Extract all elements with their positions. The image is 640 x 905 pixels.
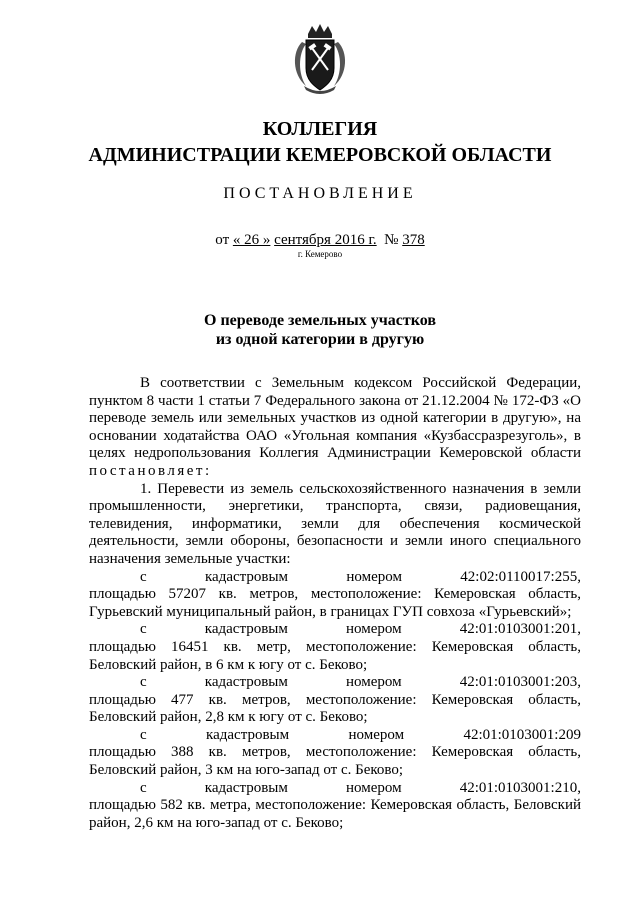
plot-entry: с кадастровым номером 42:01:0103001:209 площадью 388 кв. метров, местоположение: Кемеровская область, Беловский район, 3 км на юго-запад от с. Беково;: [89, 726, 581, 779]
plot-entry: с кадастровым номером 42:01:0103001:201, площадью 16451 кв. метр, местоположение: Кемеровская область, Беловский район, в 6 км к югу от с. Беково;: [89, 621, 581, 673]
plot-entry: с кадастровым номером 42:02:0110017:255, площадью 57207 кв. метров, местоположение: Кемеровская область, Гурьевский муниципальный район, в границах ГУП совхоза «Гурьевский»;: [89, 568, 581, 620]
resolves-word: постановляет:: [89, 462, 212, 479]
coat-of-arms-emblem: [288, 24, 352, 94]
plot-entry: с кадастровым номером 42:01:0103001:210, площадью 582 кв. метра, местоположение: Кемеровская область, Беловский район, 2,6 км на юго-запад от с. Беково;: [89, 779, 581, 831]
document-number: 378: [402, 232, 425, 248]
org-name-line2: АДМИНИСТРАЦИИ КЕМЕРОВСКОЙ ОБЛАСТИ: [88, 144, 552, 166]
cadastral-number: 42:02:0110017:255,: [460, 568, 581, 585]
preamble-text: В соответствии с Земельным кодексом Российской Федерации, пунктом 8 части 1 статьи 7 Федерального закона от 21.12.2004 № 172-ФЗ «О переводе земель или земельных участков из одной категории в другую», на основании ходатайства ОАО «Угольная компания «Кузбассразрезуголь», в целях недропользования Коллегия Администрации Кемеровской области: [89, 375, 581, 462]
item-1-paragraph: 1. Перевести из земель сельскохозяйственного назначения в земли промышленности, энергетики, транспорта, связи, радиовещания, телевидения, информатики, земли для обеспечения космической деятельности, земли обороны, безопасности и земли иного специального назначения земельные участки:: [89, 480, 581, 567]
coat-of-arms-icon: [288, 24, 352, 94]
date-month-year: сентября 2016 г.: [274, 232, 377, 248]
cadastral-number: 42:01:0103001:203,: [459, 674, 581, 691]
document-body: [89, 375, 581, 832]
date-line: [0, 232, 640, 249]
cadastral-number: 42:01:0103001:209: [463, 726, 581, 743]
cadastral-number: 42:01:0103001:201,: [459, 621, 581, 638]
plot-description: площадью 388 кв. метров, местоположение: Кемеровская область, Беловский район, 3 км на юго-запад от с. Беково;: [89, 744, 581, 779]
preamble-paragraph: [89, 375, 581, 481]
city-label: г. Кемерово: [297, 249, 343, 259]
plot-description: площадью 477 кв. метров, местоположение: Кемеровская область, Беловский район, 2,8 км к югу от с. Беково;: [89, 691, 581, 726]
plot-description: площадью 57207 кв. метров, местоположение: Кемеровская область, Гурьевский муниципальный район, в границах ГУП совхоза «Гурьевский»;: [89, 586, 581, 620]
number-sign: №: [384, 232, 399, 248]
document-type: ПОСТАНОВЛЕНИЕ: [223, 185, 417, 202]
date-day: « 26 »: [232, 232, 271, 248]
org-name-line1: КОЛЛЕГИЯ: [262, 118, 378, 140]
cadastral-number: 42:01:0103001:210,: [459, 779, 581, 796]
date-prefix: от: [215, 232, 230, 248]
document-title-line2: из одной категории в другую: [215, 331, 425, 348]
plot-entry: с кадастровым номером 42:01:0103001:203, площадью 477 кв. метров, местоположение: Кемеровская область, Беловский район, 2,8 км к югу от с. Беково;: [89, 674, 581, 726]
document-title-line1: О переводе земельных участков: [204, 312, 436, 329]
plot-description: площадью 582 кв. метра, местоположение: Кемеровская область, Беловский район, 2,6 км на юго-запад от с. Беково;: [89, 797, 581, 831]
plot-description: площадью 16451 кв. метр, местоположение: Кемеровская область, Беловский район, в 6 км к югу от с. Беково;: [89, 638, 581, 673]
